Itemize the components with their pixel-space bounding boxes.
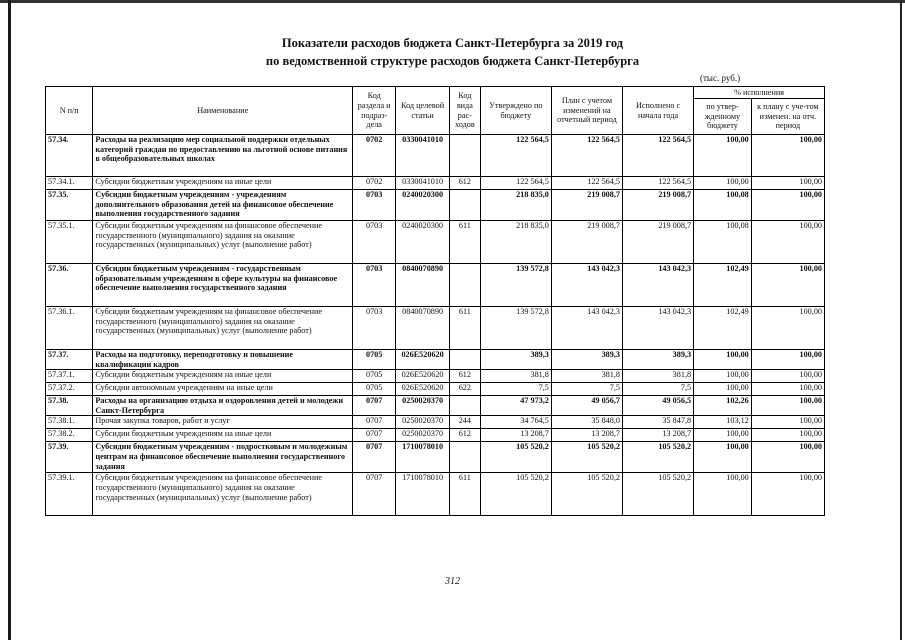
cell-section: 0707 [353,473,396,516]
cell-pct-plan: 100,00 [751,177,824,190]
cell-pct-approved: 102,26 [694,396,752,416]
cell-pct-plan: 100,00 [751,135,824,177]
table-row [46,221,825,264]
cell-type: 611 [449,473,480,516]
cell-plan: 219 008,7 [551,190,622,221]
cell-executed: 219 008,7 [622,221,693,264]
cell-pct-plan: 100,00 [751,396,824,416]
cell-type: 611 [449,221,480,264]
cell-type [449,350,480,370]
table-row [46,135,825,177]
cell-executed: 389,3 [622,350,693,370]
cell-approved: 7,5 [480,383,551,396]
cell-plan: 13 208,7 [551,429,622,442]
cell-target: 0330041010 [396,135,450,177]
cell-plan: 389,3 [551,350,622,370]
cell-executed: 49 056,5 [622,396,693,416]
cell-num: 57.36.1. [46,307,93,350]
cell-name: Субсидии бюджетным учреждениям - государственным образовательным учреждениям в сфере культуры на финансовое обеспечение выполнения государственного задания [93,264,353,307]
cell-plan: 35 848,0 [551,416,622,429]
cell-num: 57.39.1. [46,473,93,516]
cell-section: 0703 [353,307,396,350]
cell-target: 0330041010 [396,177,450,190]
cell-plan: 122 564,5 [551,177,622,190]
cell-approved: 381,8 [480,370,551,383]
cell-approved: 139 572,8 [480,307,551,350]
cell-name: Субсидии бюджетным учреждениям на иные цели [93,177,353,190]
cell-target: 1710078010 [396,473,450,516]
cell-num: 57.38.2. [46,429,93,442]
table-row [46,307,825,350]
cell-pct-approved: 100,00 [694,177,752,190]
cell-section: 0707 [353,416,396,429]
header-pct-approved: по утвер-жденному бюджету [694,99,752,135]
cell-pct-plan: 100,00 [751,429,824,442]
cell-num: 57.34. [46,135,93,177]
cell-pct-plan: 100,00 [751,473,824,516]
cell-approved: 105 520,2 [480,473,551,516]
cell-pct-approved: 100,00 [694,383,752,396]
document-subtitle: по ведомственной структуре расходов бюджета Санкт-Петербурга [265,54,640,68]
cell-approved: 13 208,7 [480,429,551,442]
cell-pct-plan: 100,00 [751,442,824,473]
table-row [46,350,825,370]
cell-executed: 105 520,2 [622,442,693,473]
table-row [46,190,825,221]
cell-type: 612 [449,177,480,190]
cell-type [449,396,480,416]
header-name: Наименование [93,87,353,135]
cell-target: 026E520620 [396,383,450,396]
cell-num: 57.37.2. [46,383,93,396]
cell-pct-plan: 100,00 [751,383,824,396]
cell-type: 611 [449,307,480,350]
cell-target: 0840070890 [396,307,450,350]
cell-name: Субсидии автономным учреждениям на иные цели [93,383,353,396]
cell-approved: 389,3 [480,350,551,370]
cell-approved: 105 520,2 [480,442,551,473]
cell-type: 612 [449,429,480,442]
cell-pct-plan: 100,00 [751,307,824,350]
cell-approved: 47 973,2 [480,396,551,416]
table-row [46,396,825,416]
cell-pct-approved: 100,08 [694,221,752,264]
cell-executed: 105 520,2 [622,473,693,516]
cell-type [449,442,480,473]
cell-pct-approved: 100,00 [694,135,752,177]
cell-num: 57.38.1. [46,416,93,429]
cell-pct-approved: 100,00 [694,473,752,516]
cell-pct-plan: 100,00 [751,264,824,307]
cell-plan: 143 042,3 [551,264,622,307]
cell-pct-approved: 100,00 [694,370,752,383]
table-header [46,87,825,135]
cell-name: Субсидии бюджетным учреждениям на иные цели [93,429,353,442]
cell-plan: 105 520,2 [551,442,622,473]
table-body [46,135,825,516]
cell-approved: 34 764,5 [480,416,551,429]
header-pct-group: % исполнения [694,87,825,99]
expenses-table [45,86,825,516]
cell-type [449,264,480,307]
header-pct-plan: к плану с уче-том изменен. на отч. период [751,99,824,135]
cell-target: 0240020300 [396,221,450,264]
cell-pct-approved: 102,49 [694,264,752,307]
document-title: Показатели расходов бюджета Санкт-Петербурга за 2019 год [281,36,624,50]
cell-target: 0250020370 [396,429,450,442]
cell-pct-plan: 100,00 [751,221,824,264]
header-section: Код раздела и подраз-дела [353,87,396,135]
cell-pct-plan: 100,00 [751,350,824,370]
cell-type [449,190,480,221]
header-executed: Исполнено с начала года [622,87,693,135]
cell-pct-approved: 100,00 [694,429,752,442]
cell-approved: 139 572,8 [480,264,551,307]
header-approved: Утверждено по бюджету [480,87,551,135]
cell-section: 0705 [353,350,396,370]
cell-name: Расходы на организацию отдыха и оздоровления детей и молодежи Санкт-Петербурга [93,396,353,416]
cell-section: 0705 [353,370,396,383]
cell-pct-approved: 100,08 [694,190,752,221]
scan-left-edge [8,0,11,640]
cell-section: 0707 [353,396,396,416]
cell-plan: 7,5 [551,383,622,396]
table-row [46,177,825,190]
table-row [46,370,825,383]
cell-name: Субсидии бюджетным учреждениям на финансовое обеспечение государственного (муниципального) задания на оказание государственных (муниципальных) услуг (выполнение работ) [93,307,353,350]
cell-name: Субсидии бюджетным учреждениям на иные цели [93,370,353,383]
cell-target: 0250020370 [396,416,450,429]
scan-right-edge [900,0,902,640]
header-plan: План с учетом изменений на отчетный период [551,87,622,135]
cell-type [449,135,480,177]
cell-approved: 218 835,0 [480,221,551,264]
cell-section: 0702 [353,135,396,177]
cell-num: 57.38. [46,396,93,416]
cell-pct-approved: 103,12 [694,416,752,429]
cell-executed: 143 042,3 [622,307,693,350]
cell-name: Расходы на реализацию мер социальной поддержки отдельных категорий граждан по предоставлению на льготной основе питания в общеобразовательных школах [93,135,353,177]
header-target: Код целевой статьи [396,87,450,135]
cell-pct-plan: 100,00 [751,190,824,221]
cell-executed: 143 042,3 [622,264,693,307]
cell-name: Расходы на подготовку, переподготовку и повышение квалификации кадров [93,350,353,370]
cell-plan: 105 520,2 [551,473,622,516]
table-row [46,442,825,473]
cell-type: 622 [449,383,480,396]
cell-executed: 35 847,8 [622,416,693,429]
cell-num: 57.34.1. [46,177,93,190]
table-row [46,473,825,516]
cell-target: 0240020300 [396,190,450,221]
header-type: Код вида рас-ходов [449,87,480,135]
cell-name: Субсидии бюджетным учреждениям - учреждениям дополнительного образования детей на финансовое обеспечение выполнения государственного задания [93,190,353,221]
cell-pct-plan: 100,00 [751,370,824,383]
cell-name: Субсидии бюджетным учреждениям на финансовое обеспечение государственного (муниципального) задания на оказание государственных (муниципальных) услуг (выполнение работ) [93,473,353,516]
cell-approved: 218 835,0 [480,190,551,221]
cell-section: 0703 [353,264,396,307]
table-row [46,264,825,307]
cell-executed: 219 008,7 [622,190,693,221]
cell-section: 0703 [353,190,396,221]
table-row [46,383,825,396]
cell-section: 0705 [353,383,396,396]
cell-target: 026E520620 [396,370,450,383]
cell-pct-approved: 100,00 [694,442,752,473]
cell-executed: 7,5 [622,383,693,396]
cell-approved: 122 564,5 [480,135,551,177]
cell-num: 57.35. [46,190,93,221]
cell-plan: 219 008,7 [551,221,622,264]
cell-target: 026E520620 [396,350,450,370]
cell-executed: 13 208,7 [622,429,693,442]
cell-pct-plan: 100,00 [751,416,824,429]
table-row [46,429,825,442]
cell-plan: 143 042,3 [551,307,622,350]
cell-executed: 122 564,5 [622,177,693,190]
cell-type: 244 [449,416,480,429]
cell-name: Прочая закупка товаров, работ и услуг [93,416,353,429]
cell-section: 0707 [353,429,396,442]
cell-pct-approved: 100,00 [694,350,752,370]
cell-num: 57.36. [46,264,93,307]
cell-executed: 381,8 [622,370,693,383]
cell-section: 0702 [353,177,396,190]
page-top-edge [0,0,905,3]
cell-type: 612 [449,370,480,383]
cell-pct-approved: 102,49 [694,307,752,350]
header-num: N п/п [46,87,93,135]
cell-executed: 122 564,5 [622,135,693,177]
cell-name: Субсидии бюджетным учреждениям - подростковым и молодежным центрам на финансовое обеспечение выполнения государственного задания [93,442,353,473]
cell-name: Субсидии бюджетным учреждениям на финансовое обеспечение государственного (муниципального) задания на оказание государственных (муниципальных) услуг (выполнение работ) [93,221,353,264]
cell-section: 0707 [353,442,396,473]
page-number: 312 [445,576,460,587]
cell-num: 57.35.1. [46,221,93,264]
table-row [46,416,825,429]
cell-approved: 122 564,5 [480,177,551,190]
cell-target: 0250020370 [396,396,450,416]
cell-target: 1710078010 [396,442,450,473]
cell-num: 57.39. [46,442,93,473]
cell-section: 0703 [353,221,396,264]
cell-plan: 122 564,5 [551,135,622,177]
cell-target: 0840070890 [396,264,450,307]
cell-num: 57.37.1. [46,370,93,383]
cell-plan: 381,8 [551,370,622,383]
units-label: (тыс. руб.) [700,73,741,83]
cell-plan: 49 056,7 [551,396,622,416]
cell-num: 57.37. [46,350,93,370]
